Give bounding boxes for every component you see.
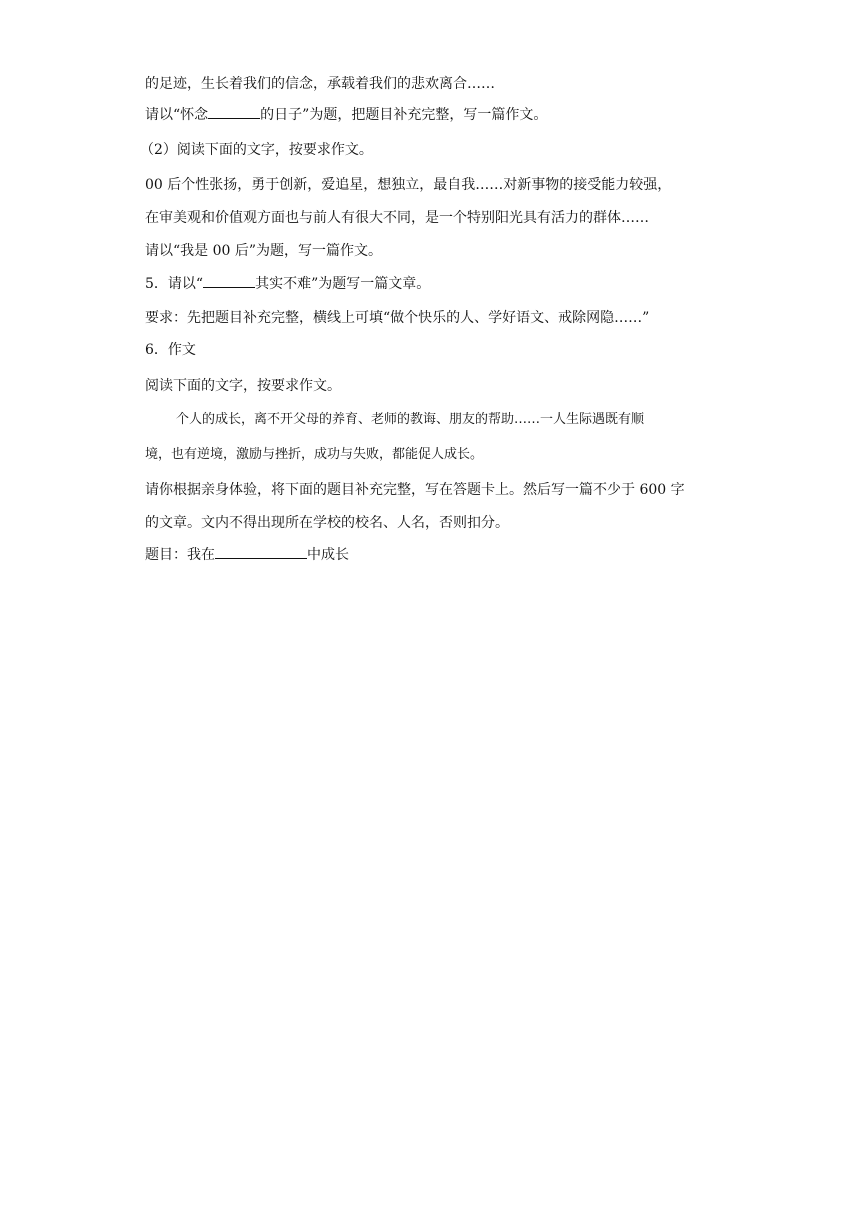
text-line <box>145 376 341 396</box>
text-line <box>145 74 495 94</box>
text-line <box>145 480 685 500</box>
text-line <box>145 308 649 328</box>
text: 在审美观和价值观方面也与前人有很大不同，是一个特别阳光具有活力的群体…… <box>145 210 649 226</box>
text-line <box>176 410 644 430</box>
text: 中成长 <box>307 547 349 563</box>
text: 的足迹，生长着我们的信念，承载着我们的悲欢离合…… <box>145 76 495 92</box>
text-line <box>145 105 547 125</box>
text: 个人的成长，离不开父母的养育、老师的教诲、朋友的帮助……一人生际遇既有顺 <box>176 412 645 427</box>
text: 请你根据亲身体验，将下面的题目补充完整，写在答题卡上。然后写一篇不少于 600 字 <box>145 482 685 498</box>
fill-blank <box>215 558 307 559</box>
text-line <box>145 274 430 294</box>
text: 题目：我在 <box>145 547 215 563</box>
text: 其实不难”为题写一篇文章。 <box>255 276 431 292</box>
text-line <box>145 545 349 565</box>
text-line <box>145 175 671 195</box>
text: 请以“我是 00 后”为题，写一篇作文。 <box>145 243 383 259</box>
fill-blank <box>208 118 260 119</box>
text: 要求：先把题目补充完整，横线上可填“做个快乐的人、学好语文、戒除网隐……” <box>145 310 650 326</box>
text: 的文章。文内不得出现所在学校的校名、人名，否则扣分。 <box>145 515 509 531</box>
text: 请以“怀念 <box>145 107 209 123</box>
text: 阅读下面的文字，按要求作文。 <box>145 378 341 394</box>
text-line <box>140 140 373 160</box>
text: 境，也有逆境，激励与挫折，成功与失败，都能促人成长。 <box>145 447 484 462</box>
text: 5．请以“ <box>145 276 204 292</box>
text: （2）阅读下面的文字，按要求作文。 <box>140 142 373 158</box>
text-line <box>145 241 382 261</box>
text-line <box>145 445 483 465</box>
text: 6．作文 <box>145 342 196 358</box>
text-line <box>145 513 509 533</box>
fill-blank <box>203 287 255 288</box>
text: 的日子”为题，把题目补充完整，写一篇作文。 <box>260 107 548 123</box>
text: 00 后个性张扬，勇于创新，爱追星，想独立，最自我……对新事物的接受能力较强， <box>145 177 672 193</box>
text-line <box>145 340 196 360</box>
text-line <box>145 208 649 228</box>
